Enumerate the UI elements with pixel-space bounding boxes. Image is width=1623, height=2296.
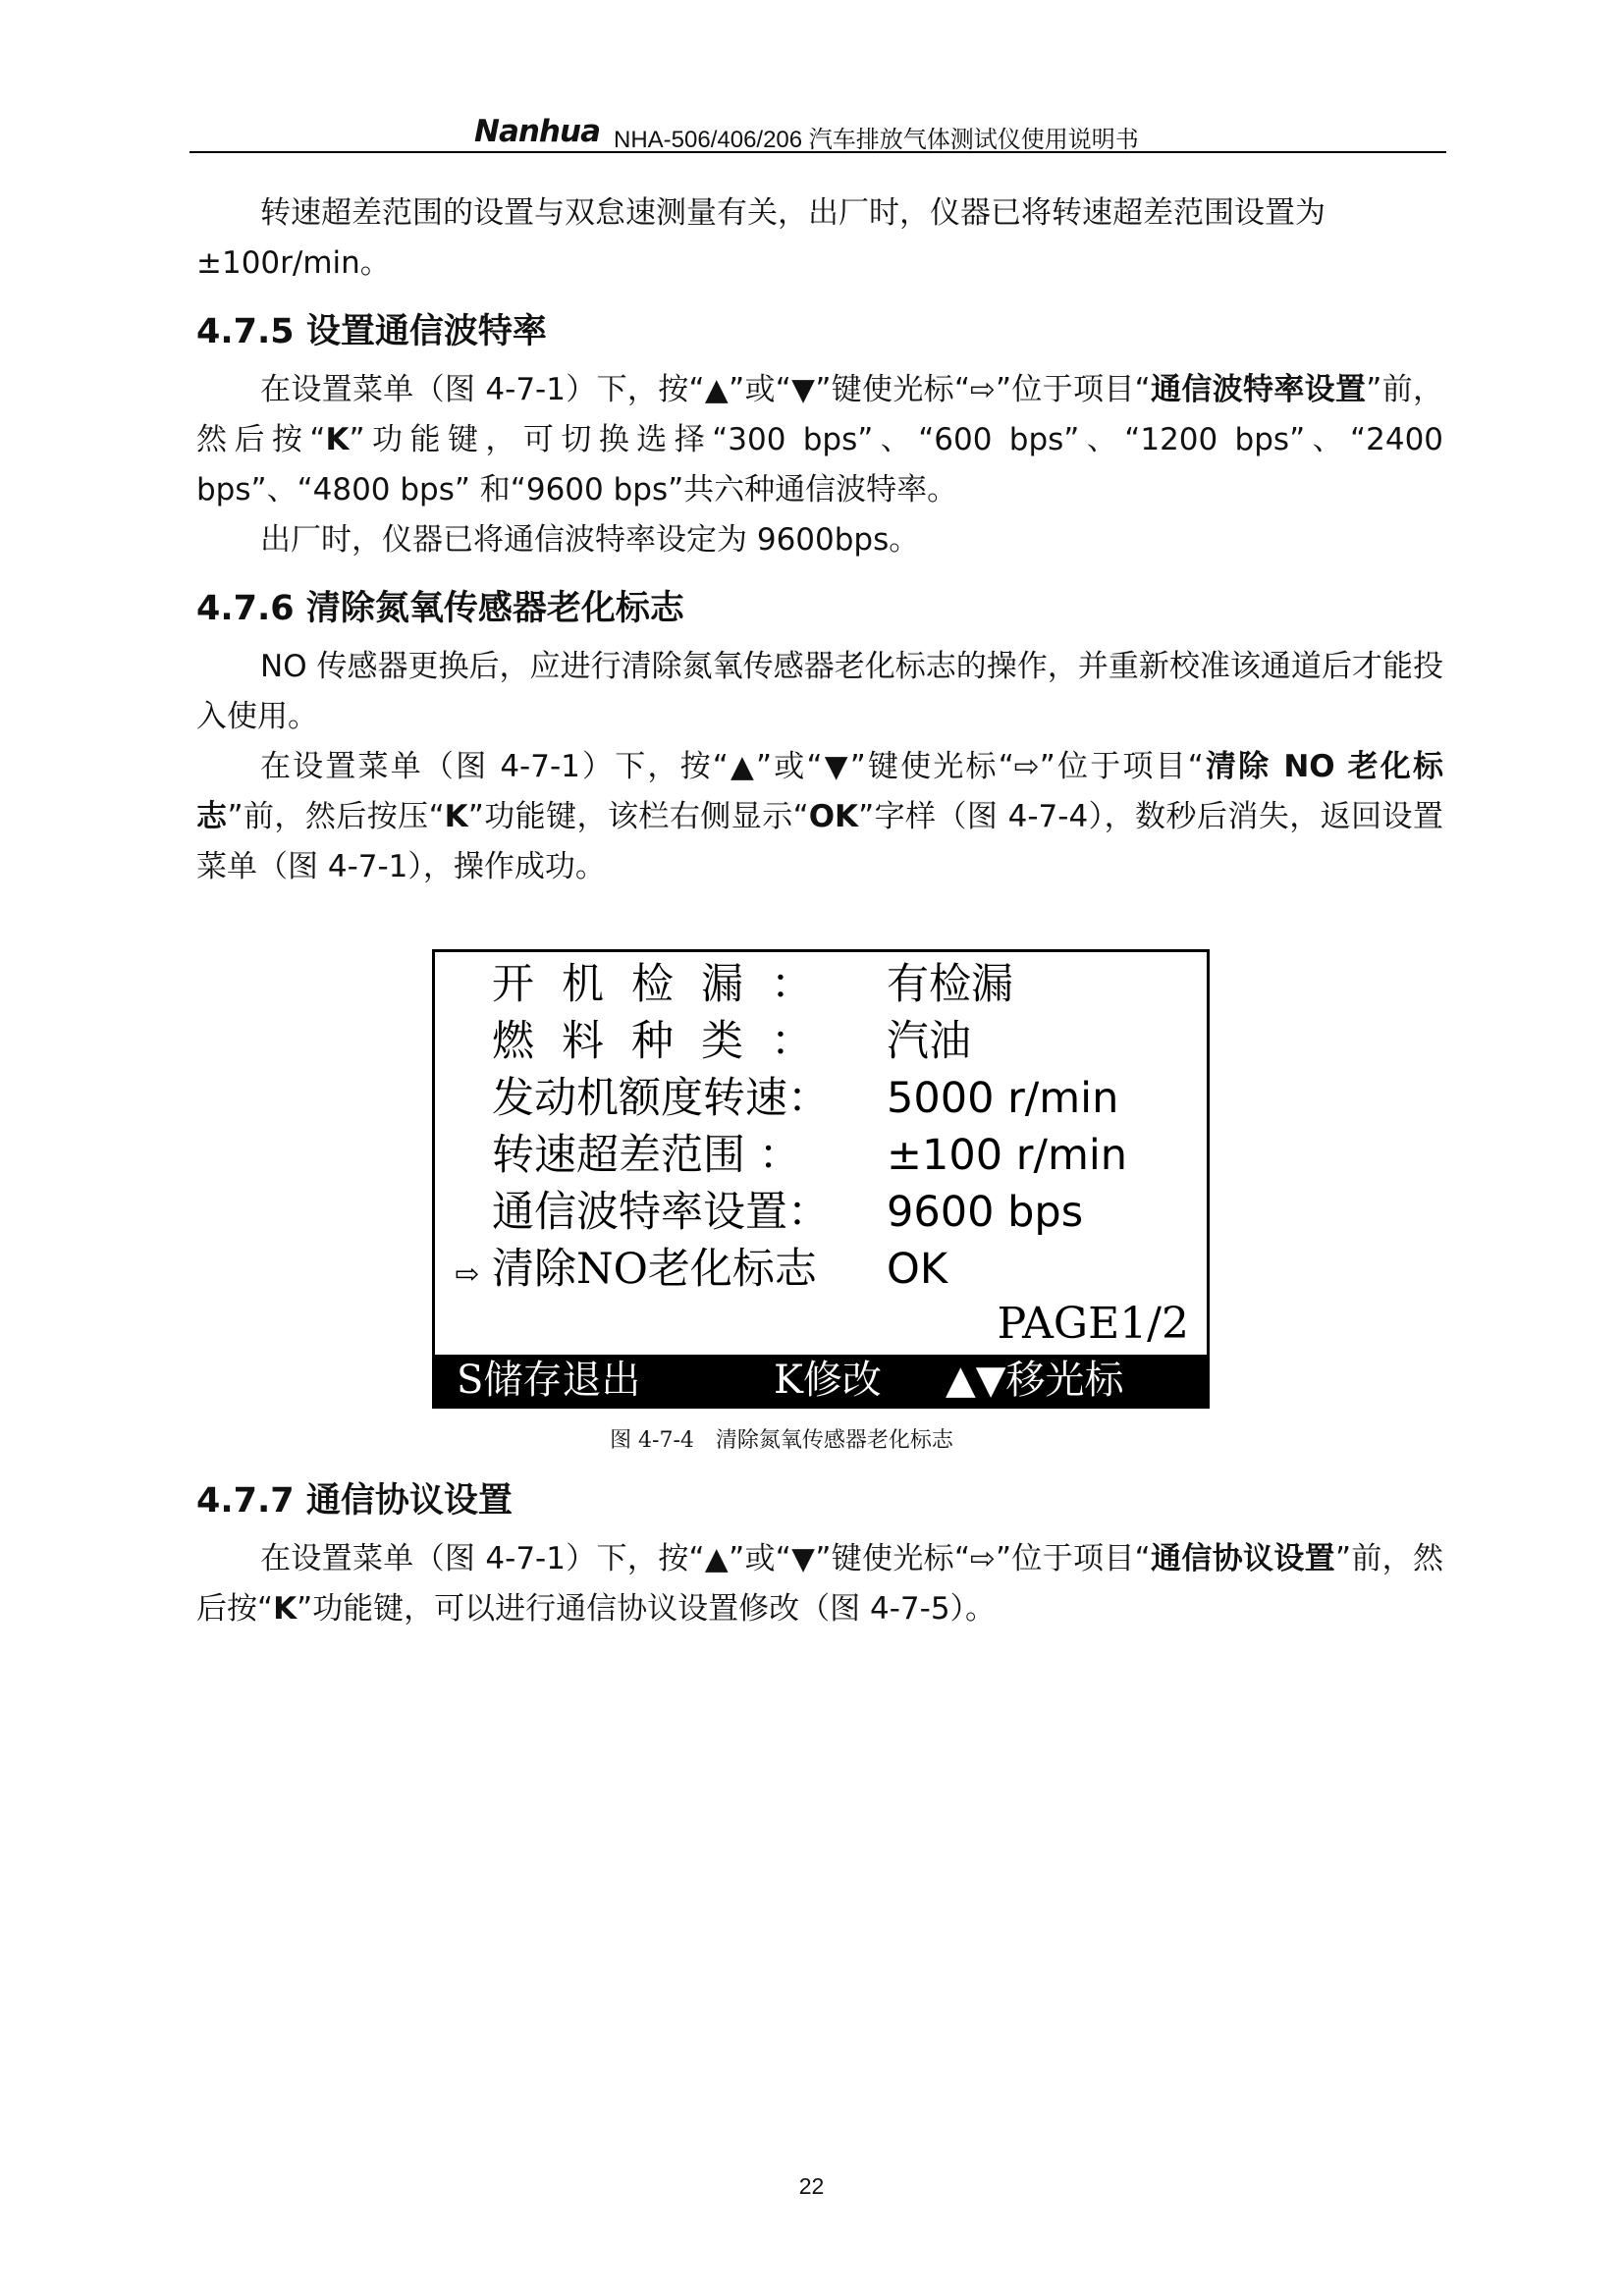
section-4-7-5-paragraph-1 [196,365,1443,515]
screen-status-bar [435,1355,1207,1406]
section-4-7-7-paragraph [196,1534,1443,1634]
key-name: K [444,799,468,834]
page-content [196,188,1443,1634]
section-4-7-6-paragraph-2 [196,742,1443,892]
text-segment: 在设置菜单（图 4-7-1）下，按“▲”或“▼”键使光标“⇨”位于项目“ [260,1541,1151,1576]
text-segment: ”功能键，可以进行通信协议设置修改（图 4-7-5）。 [297,1591,997,1627]
screen-row-value: ±100 r/min [887,1131,1128,1180]
text-segment: ”前，然后按“ [196,1541,1444,1627]
status-modify: K修改 [774,1358,882,1403]
section-4-7-5-paragraph-2: 出厂时，仪器已将通信波特率设定为 9600bps。 [260,522,920,558]
page-number: 22 [798,2173,825,2199]
text-segment: ”前，然后按压“ [227,799,445,834]
text-segment: ”字样（图 4-7-4），数秒后消失，返回设置菜单（图 4-7-1），操作成功。 [196,799,1443,884]
screen-row-label: 清除NO老化标志 [492,1245,817,1294]
brand-logo: Nanhua [474,114,600,149]
intro-text-1: 转速超差范围的设置与双怠速测量有关，出厂时，仪器已将转速超差范围设置为 [260,195,1325,231]
key-name: K [325,422,350,457]
menu-item-name: 通信协议设置 [1150,1541,1335,1576]
screen-row-label: 发动机额度转速： [492,1074,830,1123]
intro-paragraph [196,188,1443,289]
section-heading-4-7-5: 4.7.5 设置通信波特率 [196,312,547,351]
screen-row-value: 有检漏 [887,960,1013,1009]
screen-row-label: 开机检漏： [492,960,840,1009]
figure-caption: 图 4-7-4 清除氮氧传感器老化标志 [610,1428,953,1453]
device-lcd-screen [432,949,1210,1409]
page-indicator: PAGE1/2 [997,1299,1189,1349]
cursor-arrow-icon: ⇨ [455,1257,480,1292]
text-segment: ”前，然后按“ [196,372,1443,457]
document-title: NHA-506/406/206 汽车排放气体测试仪使用说明书 [614,127,1139,153]
intro-text-2: ±100r/min。 [196,245,391,281]
screen-row-label: 通信波特率设置： [492,1188,830,1237]
status-save-exit: S储存退出 [457,1358,641,1403]
text-segment: ”功能键，该栏右侧显示“ [467,799,809,834]
figure-4-7-4 [432,949,1210,1456]
text-segment: 在设置菜单（图 4-7-1）下，按“▲”或“▼”键使光标“⇨”位于项目“ [260,749,1204,784]
menu-item-name: 清除 NO 老化标志 [196,749,1443,834]
screen-row-label: 燃料种类： [492,1017,840,1066]
text-segment: ”功能键，可切换选择“300 bps”、“600 bps”、“1200 bps”、“2400 bps”、“4800 bps” 和“9600 bps”共六种通信波特率。 [196,422,1444,507]
ok-label: OK [808,799,859,834]
status-move-cursor: ▲▼移光标 [946,1358,1124,1403]
page-header [189,110,1446,153]
key-name: K [273,1591,298,1627]
section-heading-4-7-7: 4.7.7 通信协议设置 [196,1481,513,1521]
section-4-7-6-paragraph-1: NO 传感器更换后，应进行清除氮氧传感器老化标志的操作，并重新校准该通道后才能投入使用。 [196,649,1443,734]
screen-row-value: 9600 bps [887,1188,1084,1237]
menu-item-name: 通信波特率设置 [1150,372,1367,407]
screen-row-label: 转速超差范围 ： [492,1131,801,1180]
screen-row-value: OK [887,1245,948,1294]
screen-row-value: 5000 r/min [887,1074,1119,1123]
text-segment: 在设置菜单（图 4-7-1）下，按“▲”或“▼”键使光标“⇨”位于项目“ [260,372,1151,407]
section-heading-4-7-6: 4.7.6 清除氮氧传感器老化标志 [196,589,684,628]
screen-row-value: 汽油 [887,1017,971,1066]
